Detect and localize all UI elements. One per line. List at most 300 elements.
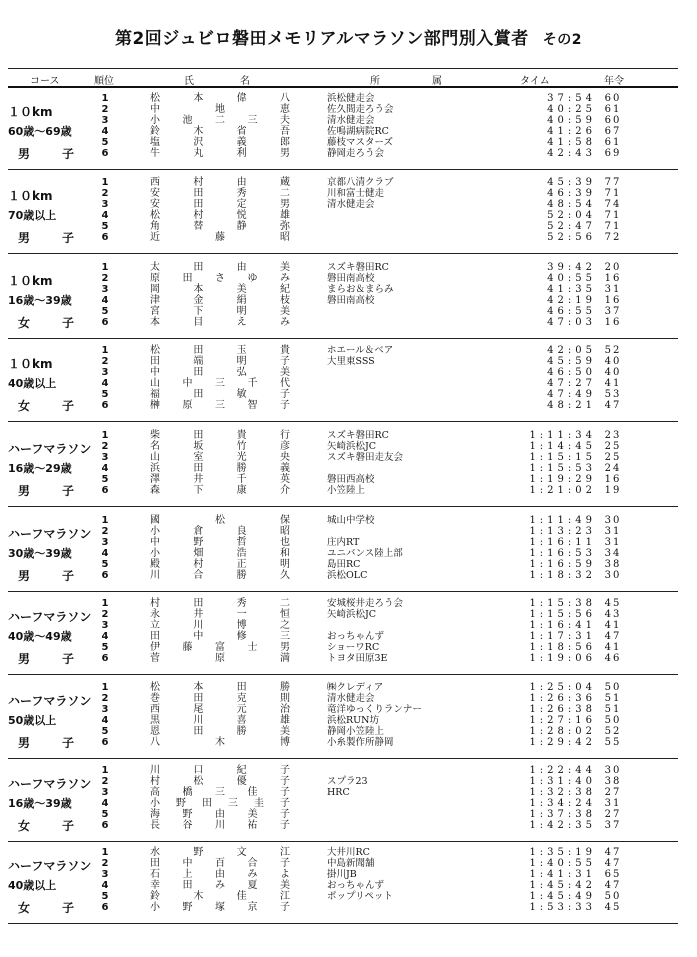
club-cell: ホエール＆ベア (327, 345, 394, 356)
result-row (0, 858, 697, 869)
rank-cell: 1 (101, 430, 109, 441)
category-label-line: 男 子 (18, 569, 85, 583)
rank-cell: 6 (101, 485, 109, 496)
result-row (0, 704, 697, 715)
name-cell: 菅 原 満 (150, 653, 290, 664)
name-cell: 巻 田 克 則 (150, 693, 290, 704)
age-cell: 16 (604, 474, 622, 485)
header-name-1: 氏 (184, 76, 194, 87)
time-cell: 1:45:49 (529, 891, 596, 902)
rank-cell: 1 (101, 598, 109, 609)
rank-cell: 2 (101, 693, 109, 704)
result-row (0, 787, 697, 798)
name-cell: 中 地 恵 (150, 104, 290, 115)
time-cell: 1:19:06 (529, 653, 596, 664)
category-label-line: 男 子 (18, 484, 85, 498)
time-cell: 40:55 (547, 273, 596, 284)
name-cell: 高 橋 三 佳 子 (150, 787, 290, 798)
result-row (0, 847, 697, 858)
name-cell: 牛 丸 利 男 (150, 148, 290, 159)
name-cell: 小 野 塚 京 子 (150, 902, 290, 913)
result-row (0, 631, 697, 642)
time-cell: 1:26:38 (529, 704, 596, 715)
section-divider (8, 506, 678, 507)
category-label-line: 男 子 (18, 231, 85, 245)
result-row (0, 232, 697, 243)
rank-cell: 3 (101, 452, 109, 463)
name-cell: 中 野 哲 也 (150, 537, 290, 548)
club-cell: 磐田南高校 (327, 273, 375, 284)
rank-cell: 4 (101, 210, 109, 221)
time-cell: 1:37:38 (529, 809, 596, 820)
category-label-line: 女 子 (18, 901, 85, 915)
age-cell: 77 (604, 177, 622, 188)
age-cell: 51 (604, 693, 622, 704)
name-cell: 松 本 偉 八 (150, 93, 290, 104)
age-cell: 34 (604, 548, 622, 559)
result-row (0, 570, 697, 581)
result-row (0, 284, 697, 295)
time-cell: 1:34:24 (529, 798, 596, 809)
time-cell: 40:25 (547, 104, 596, 115)
result-row (0, 210, 697, 221)
name-cell: 田 中 百 合 子 (150, 858, 290, 869)
result-row (0, 880, 697, 891)
name-cell: 福 田 敏 子 (150, 389, 290, 400)
age-cell: 30 (604, 515, 622, 526)
category-label-line: ハーフマラソン (8, 610, 92, 624)
rank-cell: 5 (101, 809, 109, 820)
age-cell: 65 (604, 869, 622, 880)
time-cell: 42:43 (547, 148, 596, 159)
time-cell: 1:25:04 (529, 682, 596, 693)
name-cell: 安 田 秀 二 (150, 188, 290, 199)
club-cell: 佐鳴湖病院RC (327, 126, 389, 137)
rank-cell: 1 (101, 847, 109, 858)
rank-cell: 3 (101, 704, 109, 715)
name-cell: 小 野 田 三 圭 子 (150, 798, 290, 809)
age-cell: 30 (604, 570, 622, 581)
club-cell: HRC (327, 787, 350, 798)
category-label-line: 男 子 (18, 147, 85, 161)
rank-cell: 3 (101, 284, 109, 295)
header-club-1: 所 (370, 76, 380, 87)
result-row (0, 809, 697, 820)
name-cell: 田 中 修 三 (150, 631, 290, 642)
result-row (0, 620, 697, 631)
category-label-line: 16歳～39歳 (8, 797, 72, 810)
result-row (0, 609, 697, 620)
club-cell: 清水健走会 (327, 199, 375, 210)
category-label-line: ハーフマラソン (8, 442, 92, 456)
category-label-line: 40歳以上 (8, 879, 57, 892)
club-cell: スズキ磐田走友会 (327, 452, 404, 463)
name-cell: 石 上 由 み よ (150, 869, 290, 880)
age-cell: 25 (604, 441, 622, 452)
category-block (0, 89, 697, 173)
age-cell: 47 (604, 858, 622, 869)
category-label-line: 30歳～39歳 (8, 547, 72, 560)
age-cell: 60 (604, 93, 622, 104)
age-cell: 40 (604, 367, 622, 378)
header-time: タイム (520, 76, 550, 87)
category-block (0, 426, 697, 510)
age-cell: 27 (604, 809, 622, 820)
age-cell: 38 (604, 559, 622, 570)
result-row (0, 776, 697, 787)
name-cell: 水 野 文 江 (150, 847, 290, 858)
name-cell: 小 池 二 三 夫 (150, 115, 290, 126)
time-cell: 1:35:19 (529, 847, 596, 858)
rank-cell: 2 (101, 609, 109, 620)
age-cell: 30 (604, 765, 622, 776)
name-cell: 柴 田 貴 行 (150, 430, 290, 441)
rank-cell: 1 (101, 765, 109, 776)
rank-cell: 6 (101, 400, 109, 411)
result-row (0, 869, 697, 880)
section-divider (8, 421, 678, 422)
age-cell: 38 (604, 776, 622, 787)
time-cell: 1:11:34 (529, 430, 596, 441)
result-row (0, 389, 697, 400)
result-row (0, 221, 697, 232)
category-label-line: 40歳以上 (8, 377, 57, 390)
club-cell: おっちゃんず (327, 631, 385, 642)
time-cell: 1:32:38 (529, 787, 596, 798)
category-block (0, 511, 697, 595)
rank-cell: 6 (101, 232, 109, 243)
rank-cell: 6 (101, 653, 109, 664)
age-cell: 47 (604, 880, 622, 891)
club-cell: ポップリペット (327, 891, 393, 902)
age-cell: 41 (604, 378, 622, 389)
name-cell: 小 倉 良 昭 (150, 526, 290, 537)
age-cell: 51 (604, 704, 622, 715)
rank-cell: 2 (101, 858, 109, 869)
name-cell: 原 田 さ ゆ み (150, 273, 290, 284)
time-cell: 52:47 (547, 221, 596, 232)
age-cell: 16 (604, 295, 622, 306)
time-cell: 1:16:53 (529, 548, 596, 559)
time-cell: 1:31:40 (529, 776, 596, 787)
time-cell: 1:16:11 (529, 537, 596, 548)
time-cell: 1:18:56 (529, 642, 596, 653)
name-cell: 恩 田 勝 美 (150, 726, 290, 737)
age-cell: 23 (604, 430, 622, 441)
name-cell: 村 田 秀 二 (150, 598, 290, 609)
time-cell: 48:54 (547, 199, 596, 210)
time-cell: 42:05 (547, 345, 596, 356)
time-cell: 1:19:29 (529, 474, 596, 485)
age-cell: 37 (604, 820, 622, 831)
category-label-line: 男 子 (18, 736, 85, 750)
age-cell: 25 (604, 452, 622, 463)
time-cell: 1:53:33 (529, 902, 596, 913)
age-cell: 67 (604, 126, 622, 137)
age-cell: 72 (604, 232, 622, 243)
club-cell: ㈱クレディア (327, 682, 384, 693)
result-row (0, 642, 697, 653)
name-cell: 海 野 由 美 子 (150, 809, 290, 820)
category-block (0, 173, 697, 257)
rank-cell: 4 (101, 548, 109, 559)
age-cell: 52 (604, 726, 622, 737)
section-divider (8, 253, 678, 254)
category-label-line: １０km (8, 105, 53, 119)
header-course: コース (30, 76, 60, 87)
result-row (0, 273, 697, 284)
rank-cell: 1 (101, 262, 109, 273)
section-divider (8, 674, 678, 675)
time-cell: 1:40:55 (529, 858, 596, 869)
category-block (0, 594, 697, 678)
category-label-line: 40歳～49歳 (8, 630, 72, 643)
category-label-line: 女 子 (18, 316, 85, 330)
rank-cell: 2 (101, 526, 109, 537)
club-cell: まらお＆まらみ (327, 284, 394, 295)
time-cell: 1:11:49 (529, 515, 596, 526)
name-cell: 松 本 田 勝 (150, 682, 290, 693)
result-row (0, 345, 697, 356)
age-cell: 40 (604, 356, 622, 367)
category-block (0, 341, 697, 425)
rank-cell: 5 (101, 891, 109, 902)
rank-cell: 4 (101, 880, 109, 891)
title-suffix: その2 (542, 32, 583, 48)
header-club-2: 属 (432, 76, 442, 87)
rank-cell: 5 (101, 221, 109, 232)
result-row (0, 737, 697, 748)
name-cell: 立 川 博 之 (150, 620, 290, 631)
time-cell: 1:28:02 (529, 726, 596, 737)
rank-cell: 1 (101, 682, 109, 693)
club-cell: 磐田南高校 (327, 295, 375, 306)
age-cell: 50 (604, 682, 622, 693)
time-cell: 48:21 (547, 400, 596, 411)
club-cell: 大里東SSS (327, 356, 375, 367)
section-divider (8, 923, 678, 924)
club-cell: ショーワRC (327, 642, 380, 653)
time-cell: 1:16:59 (529, 559, 596, 570)
age-cell: 37 (604, 306, 622, 317)
rank-cell: 5 (101, 726, 109, 737)
result-row (0, 177, 697, 188)
age-cell: 47 (604, 631, 622, 642)
category-label-line: ハーフマラソン (8, 527, 92, 541)
time-cell: 1:22:44 (529, 765, 596, 776)
time-cell: 46:50 (547, 367, 596, 378)
time-cell: 1:29:42 (529, 737, 596, 748)
name-cell: 幸 田 み 夏 美 (150, 880, 290, 891)
club-cell: 矢崎浜松JC (327, 441, 377, 452)
name-cell: 近 藤 昭 (150, 232, 290, 243)
time-cell: 47:03 (547, 317, 596, 328)
rank-cell: 2 (101, 356, 109, 367)
category-label-line: １０km (8, 189, 53, 203)
age-cell: 16 (604, 273, 622, 284)
result-row (0, 93, 697, 104)
age-cell: 47 (604, 400, 622, 411)
category-block (0, 258, 697, 342)
club-cell: 庄内RT (327, 537, 360, 548)
name-cell: 角 替 静 弥 (150, 221, 290, 232)
result-row (0, 262, 697, 273)
rank-cell: 6 (101, 902, 109, 913)
rank-cell: 1 (101, 515, 109, 526)
club-cell: 清水健走会 (327, 693, 375, 704)
time-cell: 37:54 (547, 93, 596, 104)
club-cell: 中島新聞舗 (327, 858, 375, 869)
name-cell: 川 口 紀 子 (150, 765, 290, 776)
header-rank: 順位 (94, 76, 114, 87)
age-cell: 74 (604, 199, 622, 210)
time-cell: 1:26:36 (529, 693, 596, 704)
result-row (0, 726, 697, 737)
name-cell: 永 井 一 恒 (150, 609, 290, 620)
name-cell: 松 田 玉 貴 (150, 345, 290, 356)
category-block (0, 678, 697, 762)
club-cell: 浜松RUN坊 (327, 715, 379, 726)
result-row (0, 356, 697, 367)
name-cell: 西 尾 元 治 (150, 704, 290, 715)
name-cell: 鈴 木 佳 江 (150, 891, 290, 902)
rank-cell: 4 (101, 798, 109, 809)
header-age: 年令 (604, 76, 624, 87)
age-cell: 69 (604, 148, 622, 159)
age-cell: 61 (604, 137, 622, 148)
category-label-line: 60歳～69歳 (8, 125, 72, 138)
result-row (0, 715, 697, 726)
time-cell: 52:56 (547, 232, 596, 243)
category-label-line: 16歳～29歳 (8, 462, 72, 475)
result-row (0, 104, 697, 115)
age-cell: 50 (604, 891, 622, 902)
rank-cell: 2 (101, 776, 109, 787)
name-cell: 中 田 弘 美 (150, 367, 290, 378)
result-row (0, 199, 697, 210)
result-row (0, 515, 697, 526)
club-cell: 大井川RC (327, 847, 370, 858)
rank-cell: 6 (101, 820, 109, 831)
result-row (0, 400, 697, 411)
header-name-2: 名 (240, 76, 250, 87)
rank-cell: 2 (101, 273, 109, 284)
category-label-line: 50歳以上 (8, 714, 57, 727)
result-row (0, 148, 697, 159)
name-cell: 西 村 由 蔵 (150, 177, 290, 188)
age-cell: 31 (604, 537, 622, 548)
rank-cell: 3 (101, 869, 109, 880)
time-cell: 1:15:53 (529, 463, 596, 474)
name-cell: 殿 村 正 明 (150, 559, 290, 570)
result-row (0, 126, 697, 137)
name-cell: 伊 藤 富 士 男 (150, 642, 290, 653)
name-cell: 浜 田 勝 義 (150, 463, 290, 474)
club-cell: 清水健走会 (327, 115, 375, 126)
name-cell: 黒 川 喜 雄 (150, 715, 290, 726)
age-cell: 27 (604, 787, 622, 798)
section-divider (8, 758, 678, 759)
rank-cell: 5 (101, 559, 109, 570)
result-row (0, 548, 697, 559)
time-cell: 40:59 (547, 115, 596, 126)
name-cell: 安 田 定 男 (150, 199, 290, 210)
time-cell: 47:49 (547, 389, 596, 400)
result-row (0, 441, 697, 452)
category-label-line: 16歳～39歳 (8, 294, 72, 307)
age-cell: 43 (604, 609, 622, 620)
time-cell: 47:27 (547, 378, 596, 389)
club-cell: スプラ23 (327, 776, 368, 787)
rank-cell: 3 (101, 367, 109, 378)
rank-cell: 4 (101, 463, 109, 474)
club-cell: 城山中学校 (327, 515, 375, 526)
age-cell: 46 (604, 653, 622, 664)
rank-cell: 2 (101, 188, 109, 199)
time-cell: 52:04 (547, 210, 596, 221)
name-cell: 岡 本 美 紀 (150, 284, 290, 295)
category-label-line: １０km (8, 274, 53, 288)
rank-cell: 3 (101, 199, 109, 210)
time-cell: 1:41:31 (529, 869, 596, 880)
category-label-line: ハーフマラソン (8, 777, 92, 791)
rank-cell: 4 (101, 715, 109, 726)
age-cell: 53 (604, 389, 622, 400)
rank-cell: 4 (101, 631, 109, 642)
result-row (0, 137, 697, 148)
rank-cell: 6 (101, 570, 109, 581)
result-row (0, 306, 697, 317)
age-cell: 55 (604, 737, 622, 748)
age-cell: 16 (604, 317, 622, 328)
time-cell: 41:58 (547, 137, 596, 148)
result-row (0, 598, 697, 609)
name-cell: 宮 下 明 美 (150, 306, 290, 317)
rank-cell: 6 (101, 317, 109, 328)
result-row (0, 474, 697, 485)
club-cell: 浜松OLC (327, 570, 368, 581)
name-cell: 鈴 木 省 吾 (150, 126, 290, 137)
result-row (0, 765, 697, 776)
club-cell: ユニバンス陸上部 (327, 548, 403, 559)
title-main: 第2回ジュビロ磐田メモリアルマラソン部門別入賞者 (114, 29, 529, 49)
category-label-line: １０km (8, 357, 53, 371)
result-row (0, 378, 697, 389)
name-cell: 川 合 勝 久 (150, 570, 290, 581)
club-cell: 磐田西高校 (327, 474, 375, 485)
result-row (0, 485, 697, 496)
time-cell: 1:17:31 (529, 631, 596, 642)
result-row (0, 430, 697, 441)
time-cell: 41:26 (547, 126, 596, 137)
club-cell: 川和富士健走 (327, 188, 385, 199)
name-cell: 八 木 博 (150, 737, 290, 748)
rank-cell: 6 (101, 148, 109, 159)
age-cell: 19 (604, 485, 622, 496)
rank-cell: 2 (101, 441, 109, 452)
club-cell: 掛川JB (327, 869, 357, 880)
time-cell: 41:35 (547, 284, 596, 295)
result-row (0, 693, 697, 704)
time-cell: 1:27:16 (529, 715, 596, 726)
club-cell: スズキ磐田RC (327, 430, 389, 441)
age-cell: 31 (604, 526, 622, 537)
time-cell: 42:19 (547, 295, 596, 306)
club-cell: 藤枝マスターズ (327, 137, 394, 148)
rank-cell: 5 (101, 306, 109, 317)
club-cell: 小笠陸上 (327, 485, 366, 496)
time-cell: 1:15:15 (529, 452, 596, 463)
